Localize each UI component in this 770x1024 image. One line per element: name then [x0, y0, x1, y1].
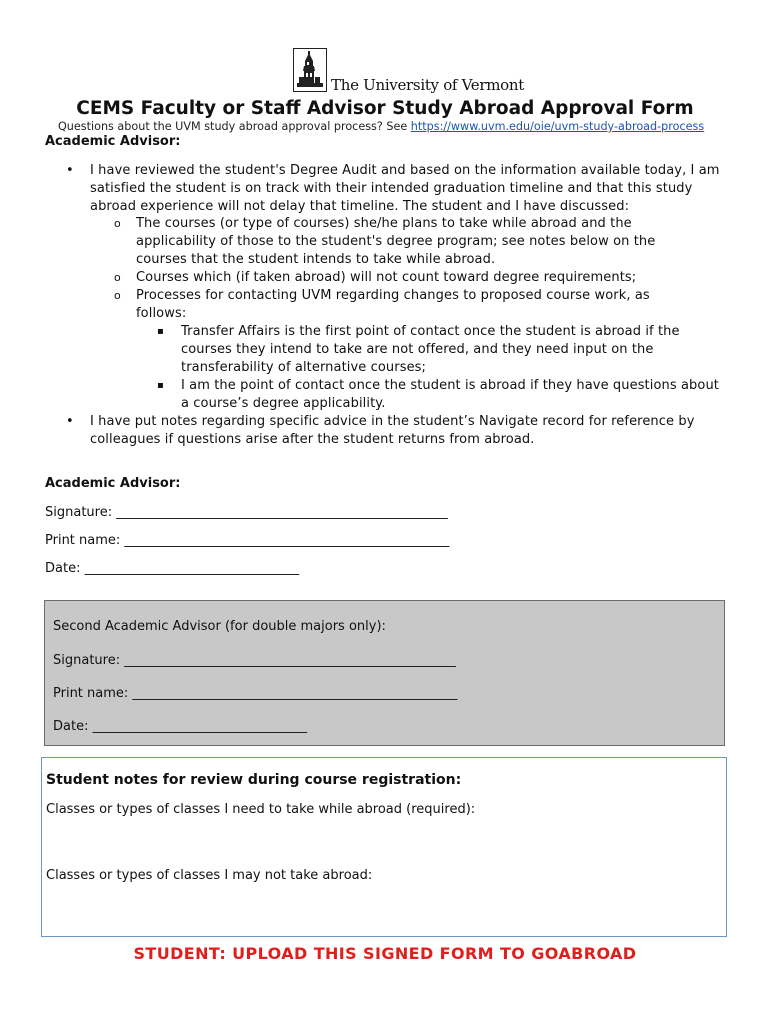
- bullet-text: The courses (or type of courses) she/he plans to take while abroad and the applicability of those to the student's degree program; see notes below on the courses that the student intends to take while abroad.: [136, 216, 656, 267]
- bullet-text: I have reviewed the student's Degree Audit and based on the information available today, I am satisfied the student is on track with their intended graduation timeline and that this study abroad experience will not delay that timeline. The student and I have discussed:: [90, 163, 720, 214]
- bullet-text: Courses which (if taken abroad) will not count toward degree requirements;: [136, 270, 637, 285]
- university-name: The University of Vermont: [331, 76, 524, 94]
- list-item: [157, 323, 721, 377]
- second-advisor-signature-field[interactable]: Signature: ___________________________________________________: [53, 653, 456, 668]
- bullet-text: I have put notes regarding specific advice in the student’s Navigate record for reference by colleagues if questions arise after the student returns from abroad.: [90, 414, 695, 447]
- section-heading: Academic Advisor:: [45, 134, 181, 149]
- advisor-print-name-field[interactable]: Print name: __________________________________________________: [45, 533, 450, 548]
- not-abroad-classes-label[interactable]: Classes or types of classes I may not take abroad:: [46, 868, 373, 883]
- bullet-text: Transfer Affairs is the first point of contact once the student is abroad if the courses they intend to take are not offered, and they need input on the transferability of alternative courses;: [181, 324, 680, 375]
- subtitle-text: Questions about the UVM study abroad approval process? See: [58, 120, 411, 133]
- required-classes-label[interactable]: Classes or types of classes I need to take while abroad (required):: [46, 802, 476, 817]
- subtitle: [58, 120, 704, 133]
- list-item: [66, 162, 730, 216]
- bullet-marker: o: [114, 217, 121, 230]
- second-advisor-date-field[interactable]: Date: _________________________________: [53, 719, 308, 734]
- bullet-marker: •: [66, 163, 74, 178]
- list-item: [114, 287, 696, 323]
- student-notes-heading: Student notes for review during course registration:: [46, 772, 462, 788]
- page-title: CEMS Faculty or Staff Advisor Study Abroad Approval Form: [76, 98, 694, 119]
- list-item: [114, 215, 696, 269]
- approval-process-link[interactable]: https://www.uvm.edu/oie/uvm-study-abroad-process: [410, 120, 705, 133]
- bullet-marker: o: [114, 271, 121, 284]
- advisor-heading: Academic Advisor:: [45, 476, 181, 491]
- upload-instruction-banner: STUDENT: UPLOAD THIS SIGNED FORM TO GOABROAD: [133, 944, 637, 963]
- bullet-text: Processes for contacting UVM regarding changes to proposed course work, as follows:: [136, 288, 650, 321]
- vermont-tower-icon: [293, 48, 327, 92]
- bullet-marker: •: [66, 414, 74, 429]
- list-item: [66, 413, 730, 449]
- bullet-marker: o: [114, 289, 121, 302]
- list-item: [157, 377, 721, 413]
- bullet-text: I am the point of contact once the student is abroad if they have questions about a course’s degree applicability.: [181, 378, 719, 411]
- advisor-date-field[interactable]: Date: _________________________________: [45, 561, 300, 576]
- second-advisor-print-name-field[interactable]: Print name: __________________________________________________: [53, 686, 458, 701]
- second-advisor-heading: Second Academic Advisor (for double majors only):: [53, 619, 386, 634]
- university-logo: [293, 48, 524, 96]
- bullet-marker: ▪: [157, 380, 164, 391]
- list-item: [114, 269, 696, 287]
- advisor-signature-field[interactable]: Signature: ___________________________________________________: [45, 505, 448, 520]
- bullet-marker: ▪: [157, 326, 164, 337]
